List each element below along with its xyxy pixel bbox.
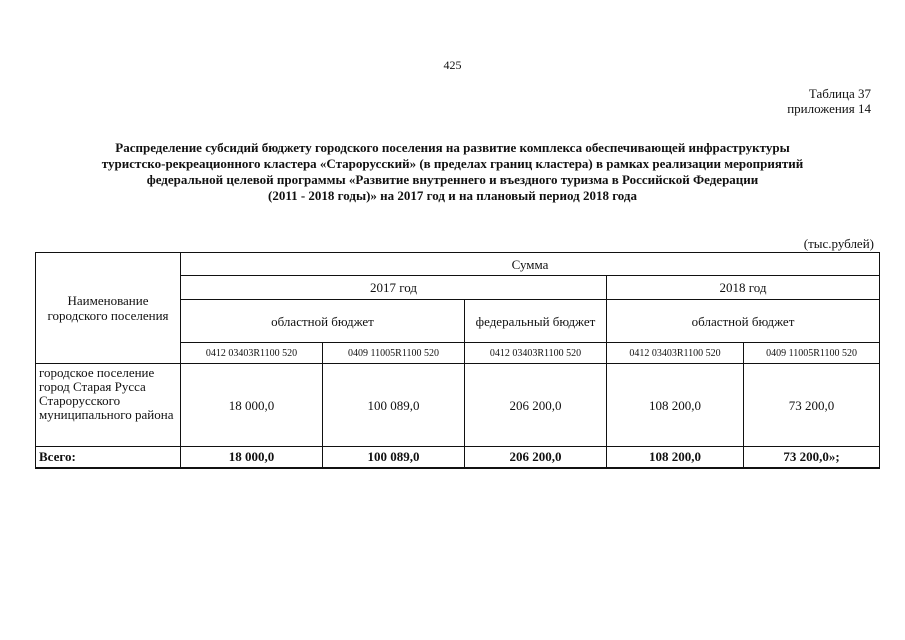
units-label: (тыс.рублей) [803, 236, 874, 251]
header-regional-budget-2017: областной бюджет [181, 300, 465, 343]
header-year-2018: 2018 год [607, 276, 880, 300]
amount-cell: 206 200,0 [465, 364, 607, 447]
title-line-4: (2011 - 2018 годы)» на 2017 год и на плановый период 2018 года [267, 188, 638, 203]
title-line-3: федеральной целевой программы «Развитие внутреннего и въездного туризма в Российской Федерации [146, 172, 759, 187]
header-regional-budget-2018: областной бюджет [607, 300, 880, 343]
budget-code: 0412 03403R1100 520 [181, 343, 323, 364]
budget-code: 0409 11005R1100 520 [744, 343, 880, 364]
table-row [36, 364, 880, 447]
title-line-1: Распределение субсидий бюджету городского поселения на развитие комплекса обеспечивающей инфраструктуры [115, 140, 790, 155]
page-number: 425 [443, 58, 462, 72]
header-sum: Сумма [181, 253, 880, 276]
total-amount: 100 089,0 [323, 447, 465, 468]
amount-cell: 108 200,0 [607, 364, 744, 447]
settlement-name: городское поселение город Старая Русса Старорусского муниципального района [36, 364, 181, 447]
header-year-2017: 2017 год [181, 276, 607, 300]
total-amount: 108 200,0 [607, 447, 744, 468]
table-reference [787, 86, 871, 116]
amount-cell: 18 000,0 [181, 364, 323, 447]
total-label: Всего: [36, 447, 181, 468]
header-federal-budget-2017: федеральный бюджет [465, 300, 607, 343]
total-amount: 206 200,0 [465, 447, 607, 468]
table-reference-appendix: приложения 14 [787, 101, 871, 116]
title-line-2: туристско-рекреационного кластера «Старорусский» (в пределах границ кластера) в рамках реализации мероприятий [101, 156, 804, 171]
budget-code: 0412 03403R1100 520 [607, 343, 744, 364]
table-reference-number: Таблица 37 [808, 86, 871, 101]
header-row-sum [36, 253, 880, 276]
budget-code: 0412 03403R1100 520 [465, 343, 607, 364]
header-settlement-name: Наименование городского поселения [36, 253, 181, 364]
amount-cell: 73 200,0 [744, 364, 880, 447]
total-amount: 18 000,0 [181, 447, 323, 468]
document-title [40, 140, 865, 204]
amount-cell: 100 089,0 [323, 364, 465, 447]
budget-code: 0409 11005R1100 520 [323, 343, 465, 364]
total-row [36, 447, 880, 468]
total-amount: 73 200,0»; [744, 447, 880, 468]
subsidy-table [35, 252, 880, 469]
